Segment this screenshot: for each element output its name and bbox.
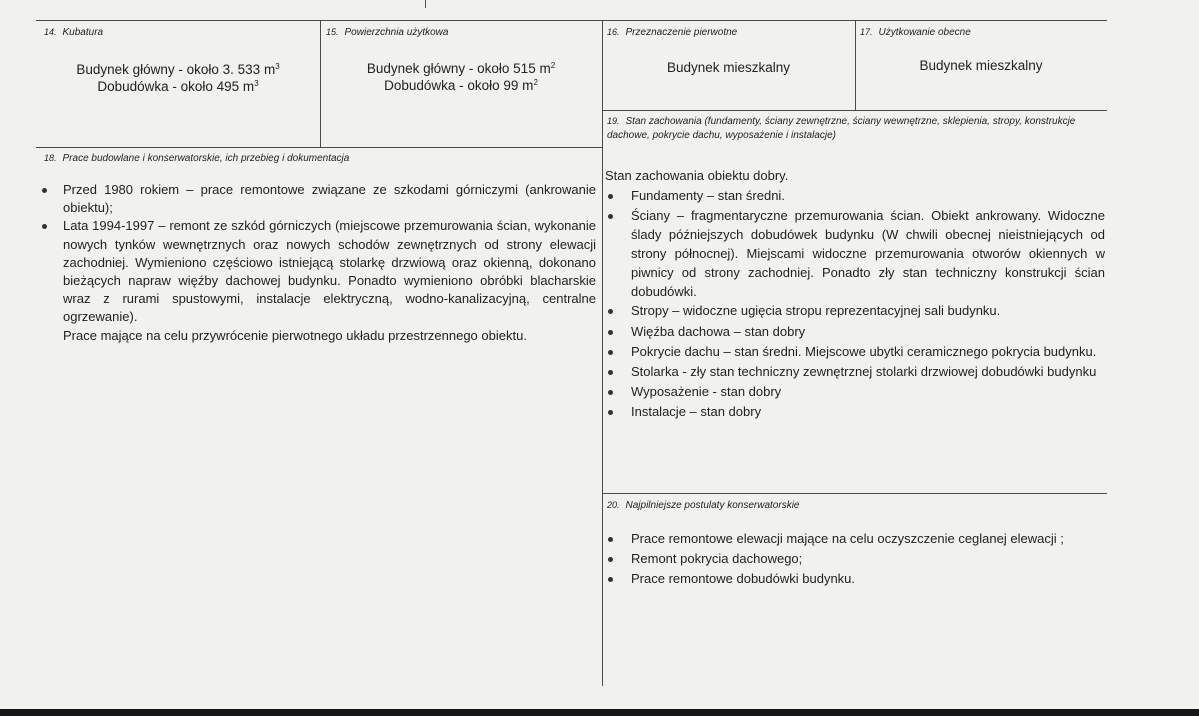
- field-15-title: Powierzchnia użytkowa: [344, 27, 449, 38]
- field-19-number: 19.: [607, 116, 620, 126]
- bullet-icon: [608, 309, 613, 314]
- field-19-list: [605, 166, 1105, 423]
- bullet-icon: [608, 537, 613, 542]
- field-15-value: [320, 60, 602, 94]
- field-14-number: 14.: [44, 27, 57, 37]
- scan-bottom-edge: [0, 709, 1199, 716]
- bullet-icon: [608, 577, 613, 582]
- list-item-text: Fundamenty – stan średni.: [631, 188, 785, 204]
- kubatura-unit-exp-2: 3: [254, 79, 259, 88]
- bullet-icon: [42, 188, 47, 193]
- field-20-list: [605, 529, 1105, 590]
- list-item-text: Pokrycie dachu – stan średni. Miejscowe ubytki ceramicznego pokrycia budynku.: [631, 343, 1097, 359]
- field-20-title: Najpilniejsze postulaty konserwatorskie: [625, 500, 800, 511]
- list-item: [605, 342, 1105, 362]
- area-main-building: Budynek główny - około 515 m: [366, 61, 551, 76]
- list-item: [605, 382, 1105, 402]
- list-item: [605, 529, 1105, 549]
- area-unit-exp-2: 2: [533, 78, 538, 87]
- field-18-header: [44, 152, 349, 165]
- bullet-icon: [608, 557, 613, 562]
- divider-row-20: [602, 493, 1107, 494]
- field-16-number: 16.: [607, 27, 620, 37]
- list-item: [38, 217, 596, 326]
- field-20-number: 20.: [607, 500, 620, 510]
- list-item-text: Przed 1980 rokiem – prace remontowe związane ze szkodami górniczymi (ankrowanie obiektu);: [63, 182, 596, 216]
- bullet-icon: [608, 350, 613, 355]
- list-item: [605, 549, 1105, 569]
- field-19-title: Stan zachowania (fundamenty, ściany zewnętrzne, ściany wewnętrzne, sklepienia, stropy, konstrukcje dachowe, pokrycie dachu, wyposażenie i instalacje): [607, 116, 1076, 141]
- area-unit-exp-1: 2: [550, 61, 556, 70]
- field-18-list: [38, 181, 596, 345]
- list-item: [605, 402, 1105, 422]
- field-16-value: Budynek mieszkalny: [666, 60, 791, 75]
- field-18-number: 18.: [44, 153, 57, 163]
- list-item-text: Więźba dachowa – stan dobry: [631, 323, 806, 339]
- list-item-text: Remont pokrycia dachowego;: [631, 551, 803, 567]
- top-border: [36, 20, 1107, 21]
- field-19-header: [607, 115, 1102, 142]
- list-item-text: Prace remontowe dobudówki budynku.: [631, 571, 856, 587]
- list-item: [605, 362, 1105, 382]
- bullet-icon: [608, 410, 613, 415]
- field-20-header: [607, 499, 800, 512]
- field-14-value: [36, 61, 320, 95]
- bullet-icon: [608, 390, 613, 395]
- field-14-title: Kubatura: [62, 27, 104, 38]
- list-item: [605, 569, 1105, 589]
- list-item-text: Ściany – fragmentaryczne przemurowania ścian. Obiekt ankrowany. Widoczne ślady późniejszych dobudówek budynku (W chwili obecnej nieistniejących od strony północnej). Miejscami widoczne przemurowania otworów okiennych w piwnicy od strony zachodniej. Ponadto zły stan techniczny konstrukcji ścian dobudówki.: [631, 208, 1105, 300]
- divider-row-18: [36, 147, 602, 148]
- list-item: [605, 322, 1105, 342]
- bullet-icon: [42, 224, 47, 229]
- kubatura-unit-exp-1: 3: [275, 62, 280, 71]
- field-17-header: [860, 26, 971, 39]
- list-item-text: Prace remontowe elewacji mające na celu oczyszczenie ceglanej elewacji ;: [631, 531, 1064, 546]
- list-item-text: Stropy – widoczne ugięcia stropu reprezentacyjnej sali budynku.: [631, 303, 1001, 319]
- field-15-header: [326, 26, 448, 39]
- field-17-value: Budynek mieszkalny: [919, 58, 1043, 73]
- list-item: [605, 186, 1105, 206]
- field-19-intro: Stan zachowania obiektu dobry.: [605, 168, 789, 183]
- field-17-number: 17.: [860, 27, 873, 37]
- list-item: [38, 181, 596, 217]
- divider-col-left-right: [602, 20, 603, 686]
- bullet-icon: [608, 194, 613, 199]
- bullet-icon: [608, 214, 613, 219]
- list-item-text: Stolarka - zły stan techniczny zewnętrznej stolarki drzwiowej dobudówki budynku: [631, 364, 1097, 380]
- list-item-text: Instalacje – stan dobry: [631, 404, 762, 420]
- field-18-title: Prace budowlane i konserwatorskie, ich przebieg i dokumentacja: [62, 153, 350, 164]
- divider-row-19: [602, 110, 1107, 111]
- field-16-header: [607, 26, 737, 39]
- list-item-text: Lata 1994-1997 – remont ze szkód górniczych (miejscowe przemurowania ścian, wykonanie nowych tynków wewnętrznych oraz nowych schodów zewnętrznych od strony elewacji zachodniej. Wymieniono częściowo istniejącą stolarkę drzwiową oraz okienną, dokonano bieżących napraw więźby dachowej budynku. Ponadto wymieniono obróbki blacharskie wraz z rurami spustowymi, instalacje elektryczną, wodno-kanalizacyjną, centralne ogrzewanie).: [63, 218, 596, 325]
- kubatura-main-building: Budynek główny - około 3. 533 m: [76, 62, 276, 77]
- field-14-header: [44, 26, 103, 39]
- list-item-text: Wyposażenie - stan dobry: [631, 384, 782, 400]
- bullet-icon: [608, 330, 613, 335]
- field-17-title: Użytkowanie obecne: [878, 27, 971, 38]
- list-item: [605, 206, 1105, 301]
- field-15-number: 15.: [326, 27, 339, 37]
- top-tick-mark: [425, 0, 426, 8]
- area-extension: Dobudówka - około 99 m: [384, 78, 534, 93]
- bullet-icon: [608, 370, 613, 375]
- kubatura-extension: Dobudówka - około 495 m: [97, 79, 255, 94]
- field-18-continuation: Prace mające na celu przywrócenie pierwotnego układu przestrzennego obiektu.: [63, 327, 527, 343]
- list-item: [605, 301, 1105, 321]
- field-16-title: Przeznaczenie pierwotne: [625, 27, 738, 38]
